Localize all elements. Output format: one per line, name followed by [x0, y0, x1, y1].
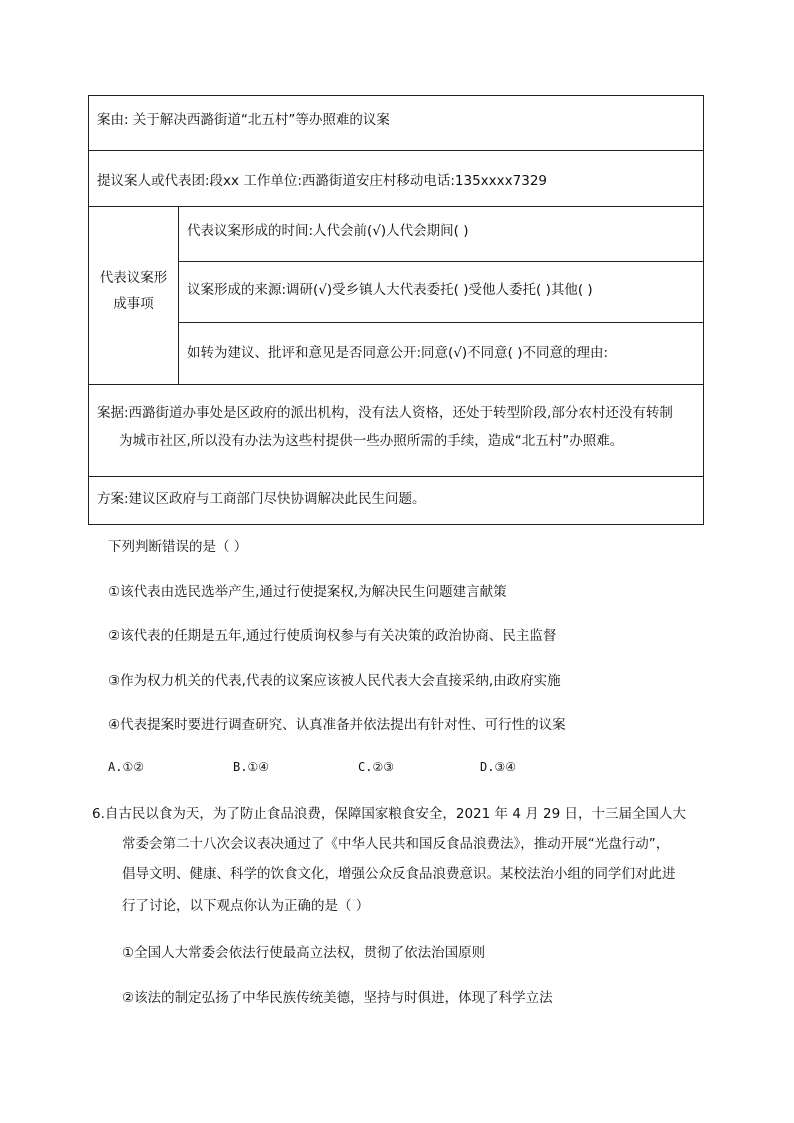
- q5-item-1: ①该代表由选民选举产生,通过行使提案权,为解决民生问题建言献策: [108, 584, 507, 600]
- basis-line2: 为城市社区,所以没有办法为这些村提供一些办照所需的手续，造成“北五村”办照难。: [119, 433, 624, 449]
- formation-public-cell: [179, 323, 703, 385]
- formation-label-line1: 代表议案形: [99, 270, 168, 286]
- q5-item-4: ④代表提案时要进行调查研究、认真准备并依法提出有针对性、可行性的议案: [108, 717, 566, 733]
- q6-item-2: ②该法的制定弘扬了中华民族传统美德，坚持与时俱进，体现了科学立法: [122, 990, 553, 1006]
- q6-stem-line4: 行了讨论，以下观点你认为正确的是（ ）: [122, 898, 370, 914]
- q6-stem-line1: 6.自古民以食为天，为了防止食品浪费，保障国家粮食安全，2021 年 4 月 29 日，十三届全国人大: [92, 806, 686, 822]
- formation-source-text: 议案形成的来源:调研(√)受乡镇人大代表委托( )受他人委托( )其他( ): [187, 282, 593, 298]
- q5-option-b: B.①④: [233, 760, 269, 774]
- proposal-table: [88, 95, 704, 525]
- proposer-row: [89, 151, 703, 207]
- case-reason-row: [89, 96, 703, 151]
- formation-time-text: 代表议案形成的时间:人代会前(√)人代会期间( ): [187, 223, 469, 239]
- q5-stem: 下列判断错误的是（ ）: [108, 539, 248, 555]
- q6-item-1: ①全国人大常委会依法行使最高立法权，贯彻了依法治国原则: [122, 945, 486, 961]
- q5-option-c: C.②③: [358, 760, 394, 774]
- proposer-text: 提议案人或代表团:段xx 工作单位:西潞街道安庄村移动电话:135xxxx7329: [97, 173, 547, 189]
- formation-label-line2: 成事项: [113, 296, 154, 312]
- case-reason-text: 案由: 关于解决西潞街道“北五村”等办照难的议案: [97, 112, 390, 128]
- q5-item-3: ③作为权力机关的代表,代表的议案应该被人民代表大会直接采纳,由政府实施: [108, 673, 561, 689]
- q6-stem-line2: 常委会第二十八次会议表决通过了《中华人民共和国反食品浪费法》，推动开展“光盘行动”，: [122, 836, 670, 852]
- formation-time-cell: [179, 207, 703, 262]
- plan-row: [89, 477, 703, 525]
- q6-stem-line3: 倡导文明、健康、科学的饮食文化，增强公众反食品浪费意识。某校法治小组的同学们对此进: [122, 866, 676, 882]
- q5-option-d: D.③④: [480, 760, 516, 774]
- q5-item-2: ②该代表的任期是五年,通过行使质询权参与有关决策的政治协商、民主监督: [108, 628, 557, 644]
- formation-source-cell: [179, 262, 703, 323]
- plan-text: 方案:建议区政府与工商部门尽快协调解决此民生问题。: [97, 491, 426, 507]
- formation-label-cell: [89, 207, 179, 384]
- basis-row: [89, 385, 703, 477]
- formation-public-text: 如转为建议、批评和意见是否同意公开:同意(√)不同意( )不同意的理由:: [187, 345, 609, 361]
- basis-line1: 案据:西潞街道办事处是区政府的派出机构，没有法人资格，还处于转型阶段,部分农村还没有转制: [97, 405, 673, 421]
- formation-row: [89, 207, 703, 385]
- q5-option-a: A.①②: [108, 760, 144, 774]
